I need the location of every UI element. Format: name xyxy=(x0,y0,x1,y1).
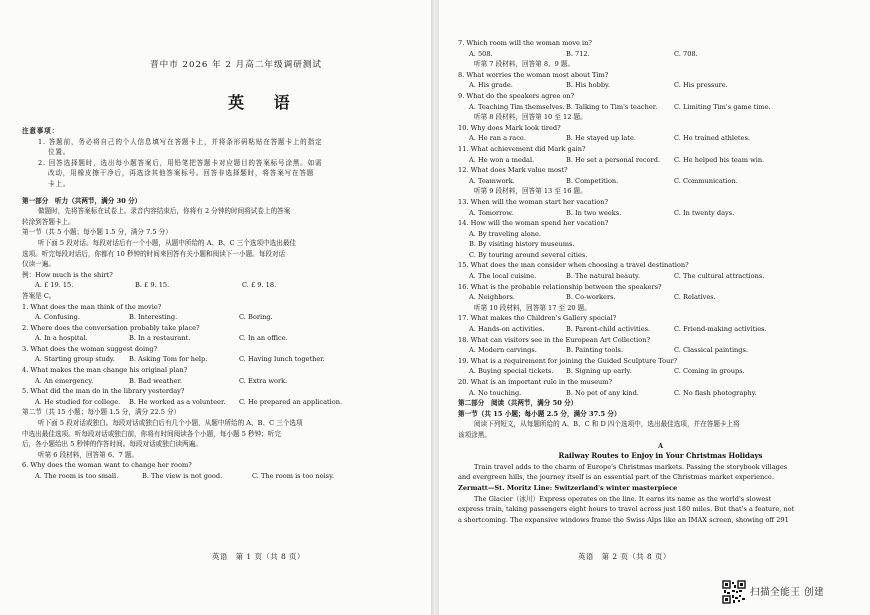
option: B. The view is not good. xyxy=(142,472,223,480)
questions-1-5 xyxy=(22,302,422,408)
option: A. Hands-on activities. xyxy=(469,325,545,334)
option: B. He set a personal record. xyxy=(566,155,661,164)
option: A. In a hospital. xyxy=(35,334,88,343)
notes-item: 2. 回答选择题时，选出每小题答案后，用铅笔把答题卡对应题目的答案标号涂黑。如需 xyxy=(38,158,323,167)
page-footer: 英语 第 2 页（共 8 页） xyxy=(578,552,671,561)
paragraph-line: The Glacier（冰川）Express operates on the line. It earns its name as the world's slowest xyxy=(474,494,772,503)
question-options xyxy=(22,471,422,482)
question-options xyxy=(458,345,863,356)
option: A. An emergency. xyxy=(35,376,94,385)
option: A. Teaching Tim themselves. xyxy=(469,102,565,111)
question-options xyxy=(458,176,863,187)
option: B. No pet of any kind. xyxy=(566,388,639,397)
part1-intro: 做题时，先将答案标在试卷上。录音内容结束后，你将有 2 分钟的时间将试卷上的答案 xyxy=(38,207,291,216)
example-question: 例：How much is the shirt? xyxy=(22,270,113,279)
option: C. Boring. xyxy=(239,313,273,322)
option: C. Having lunch together. xyxy=(239,355,325,364)
option: A. He ran a race. xyxy=(469,134,526,143)
notes-item: 卡上。 xyxy=(48,179,71,188)
question-options xyxy=(458,292,863,303)
question-text: 15. What does the man consider when choosing a travel destination? xyxy=(458,261,689,270)
option: C. Communication. xyxy=(674,176,738,185)
audio-instruction: 听第 9 段材料，回答第 13 至 16 题。 xyxy=(474,187,587,196)
notes-item: 1. 答题前，务必将自己的个人信息填写在答题卡上，并将条形码粘贴在答题卡上的指定 xyxy=(38,137,323,146)
question-options xyxy=(22,376,422,387)
question-options xyxy=(458,208,863,219)
option: C. Friend-making activities. xyxy=(674,325,767,334)
option: A. The room is too small. xyxy=(35,472,119,480)
option: B. Parent-child activities. xyxy=(566,325,651,334)
section-heading: 第二部分 阅读（共两节，满分 50 分） xyxy=(458,399,578,408)
question-text: 2. Where does the conversation probably take place? xyxy=(22,323,200,332)
page-footer: 英语 第 1 页（共 8 页） xyxy=(212,552,305,561)
option: B. Interesting. xyxy=(129,313,178,322)
section1-intro: 仅读一遍。 xyxy=(22,260,55,269)
question-text: 10. Why does Mark look tired? xyxy=(458,123,561,132)
option: B. His hobby. xyxy=(566,81,610,90)
option: A. Confusing. xyxy=(35,313,80,322)
option: C. Coming in groups. xyxy=(674,367,745,376)
option: C. His pressure. xyxy=(674,81,728,90)
question-options xyxy=(458,324,863,335)
option: A. The local cuisine. xyxy=(469,272,537,281)
option: A. Teamwork. xyxy=(469,176,515,185)
question-text: 6. Why does the woman want to change her room? xyxy=(22,461,192,470)
option: B. Co-workers. xyxy=(566,293,616,302)
option: A. Tomorrow. xyxy=(469,208,514,217)
section2-heading: 第二节（共 15 小题；每小题 1.5 分，满分 22.5 分） xyxy=(22,408,181,417)
option: B. Signing up early. xyxy=(566,367,632,376)
scan-app-watermark: 扫描全能王 创建 xyxy=(750,587,825,598)
option: A. No touching. xyxy=(469,388,522,397)
audio-instruction: 听第 8 段材料，回答第 10 至 12 题。 xyxy=(474,113,587,122)
audio-instruction: 该项涂黑。 xyxy=(458,430,491,439)
audio-instruction: 听第 7 段材料，回答第 8、9 题。 xyxy=(474,60,575,69)
question-options xyxy=(22,354,422,365)
question-options xyxy=(22,333,422,344)
option: C. Relatives. xyxy=(674,293,716,302)
page-2-content xyxy=(458,38,863,525)
option: B. He stayed up late. xyxy=(566,134,636,143)
question-text: 16. What is the probable relationship between the speakers? xyxy=(458,282,662,291)
notes-item: 位置。 xyxy=(48,148,71,157)
question-options xyxy=(458,102,863,113)
exam-title: 晋中市 2026 年 2 月高二年级调研测试 xyxy=(150,60,322,70)
option: B. In two weeks. xyxy=(566,208,622,217)
question-text: 5. What did the man do in the library yesterday? xyxy=(22,387,185,396)
option: B. In a restaurant. xyxy=(129,334,191,343)
option: A. Neighbors. xyxy=(469,293,516,302)
option: B. Bad weather. xyxy=(129,376,182,385)
question-options xyxy=(458,49,863,60)
question-text: 7. Which room will the woman move in? xyxy=(458,39,592,47)
section-heading: 第一节（共 15 小题；每小题 2.5 分，满分 37.5 分） xyxy=(458,409,621,418)
exam-page-2 xyxy=(440,0,870,615)
option: A. £ 19. 15. xyxy=(35,281,74,290)
page-fold xyxy=(431,0,439,615)
subject-title: 英 语 xyxy=(228,93,302,112)
option: C. In an office. xyxy=(239,334,288,343)
page-1-content xyxy=(22,86,422,482)
option: A. Modern carvings. xyxy=(469,346,537,355)
option: A. He won a medal. xyxy=(469,155,535,164)
option: B. He worked as a volunteer. xyxy=(129,397,226,406)
audio-instruction: express train, taking passengers eight hours to travel across just 180 miles. But that's a feature, not xyxy=(458,505,795,514)
example-options xyxy=(22,280,422,291)
question-options xyxy=(458,271,863,282)
question-options xyxy=(458,155,863,166)
section2-intro: 听下面 5 段对话或独白。每段对话或独白后有几个小题，从题中所给的 A、B、C 三个选项 xyxy=(38,419,303,428)
question-text: 4. What makes the man change his original plan? xyxy=(22,366,188,375)
question-options xyxy=(458,133,863,144)
question-text: 14. How will the woman spend her vacation? xyxy=(458,219,609,228)
section1-intro: 选项。听完每段对话后，你都有 10 秒钟的时间来回答有关小题和阅读下一小题。每段对话 xyxy=(22,249,286,258)
part1-heading: 第一部分 听力（共两节，满分 30 分） xyxy=(22,196,142,205)
question-options xyxy=(22,312,422,323)
option: C. Extra work. xyxy=(239,376,288,385)
option: B. Talking to Tim's teacher. xyxy=(566,102,658,111)
exam-page-1 xyxy=(0,0,430,615)
option: A. He studied for college. xyxy=(35,397,121,406)
question-options xyxy=(458,366,863,377)
section1-heading: 第一节（共 5 小题；每小题 1.5 分，满分 7.5 分） xyxy=(22,228,172,237)
option: C. He prepared an application. xyxy=(239,397,343,406)
option: C. Limiting Tim's game time. xyxy=(674,102,771,111)
option: B. Asking Tom for help. xyxy=(129,355,208,364)
question-text: 12. What does Mark value most? xyxy=(458,166,568,175)
section2-intro: 后，各小题给出 5 秒钟的作答时间。每段对话或独白读两遍。 xyxy=(22,440,202,449)
option: A. 508. xyxy=(469,49,493,58)
option: C. Classical paintings. xyxy=(674,346,749,355)
question-options xyxy=(458,80,863,91)
question-options xyxy=(458,388,863,399)
qr-code-icon xyxy=(722,580,746,604)
option: B. Painting tools. xyxy=(566,346,623,355)
option: A. Buying special tickets. xyxy=(469,367,554,376)
option: B. 712. xyxy=(566,49,590,58)
question-text: 13. When will the woman start her vacation? xyxy=(458,197,609,206)
question-text: 3. What does the woman suggest doing? xyxy=(22,344,158,353)
question-text: 19. What is a requirement for joining the Guided Sculpture Tour? xyxy=(458,356,678,365)
question-text: 17. What makes the Children's Gallery special? xyxy=(458,314,617,323)
section1-intro: 听下面 5 段对话。每段对话后有一个小题，从题中所给的 A、B、C 三个选项中选出最佳 xyxy=(38,238,297,247)
passage-label: A xyxy=(657,441,664,450)
route-heading: Zermatt—St. Moritz Line: Switzerland's winter masterpiece xyxy=(458,483,678,492)
audio-instruction: 听第 10 段材料，回答第 17 至 20 题。 xyxy=(474,303,591,312)
option: C. In twenty days. xyxy=(674,208,735,217)
option: C. He helped his team win. xyxy=(674,155,765,164)
option: C. By touring around several cities. xyxy=(469,250,588,259)
section2-intro: 中选出最佳选项。听每段对话或独白前，你将有时间阅读各个小题，每小题 5 秒钟；听完 xyxy=(22,429,281,438)
option: A. His grade. xyxy=(469,81,513,90)
question-text: 18. What can visitors see in the European Art Collection? xyxy=(458,335,651,344)
paragraph-line: 阅读下列短文，从每题所给的 A、B、C 和 D 四个选项中，选出最佳选项，并在答题卡上将 xyxy=(474,420,740,429)
question-text: 9. What do the speakers agree on? xyxy=(458,91,575,100)
option: B. The natural beauty. xyxy=(566,272,640,281)
paragraph-line: Train travel adds to the charm of Europe's Christmas markets. Passing the storybook villages xyxy=(474,462,788,471)
question-text: 20. What is an important rule in the museum? xyxy=(458,378,613,386)
option: C. He trained athletes. xyxy=(674,134,750,143)
audio-instruction: 听第 6 段材料，回答第 6、7 题。 xyxy=(38,450,139,459)
option: C. The cultural attractions. xyxy=(674,272,765,281)
question-text: 1. What does the man think of the movie? xyxy=(22,302,162,311)
audio-instruction: a shortcoming. The expansive windows frame the Swiss Alps like an IMAX screen, showing off 291 xyxy=(458,515,789,524)
audio-instruction: and evergreen hills, the journey itself is an essential part of the Christmas market experience. xyxy=(458,473,774,482)
notes-item: 改动，用橡皮擦干净后，再选涂其他答案标号。回答非选择题时，将答案写在答题 xyxy=(48,169,315,178)
option: C. £ 9. 18. xyxy=(242,281,277,290)
notes-heading: 注意事项： xyxy=(22,127,59,135)
question-text: 11. What achievement did Mark gain? xyxy=(458,144,586,153)
part1-intro: 转涂到答题卡上。 xyxy=(22,217,75,226)
option: C. The room is too noisy. xyxy=(252,472,335,480)
question-options xyxy=(22,397,422,408)
option: A. By traveling alone. xyxy=(469,229,542,238)
option: A. Starting group study. xyxy=(35,355,115,364)
option: B. Competition. xyxy=(566,176,619,185)
option: B. £ 9. 15. xyxy=(135,281,170,290)
passage-title: Railway Routes to Enjoy in Your Christmas Holidays xyxy=(558,451,763,461)
example-answer: 答案是 C。 xyxy=(22,291,56,300)
option: C. 708. xyxy=(674,49,698,58)
option: C. No flash photography. xyxy=(674,388,757,397)
question-text: 8. What worries the woman most about Tim? xyxy=(458,70,609,79)
option: B. By visiting history museums. xyxy=(469,240,575,249)
